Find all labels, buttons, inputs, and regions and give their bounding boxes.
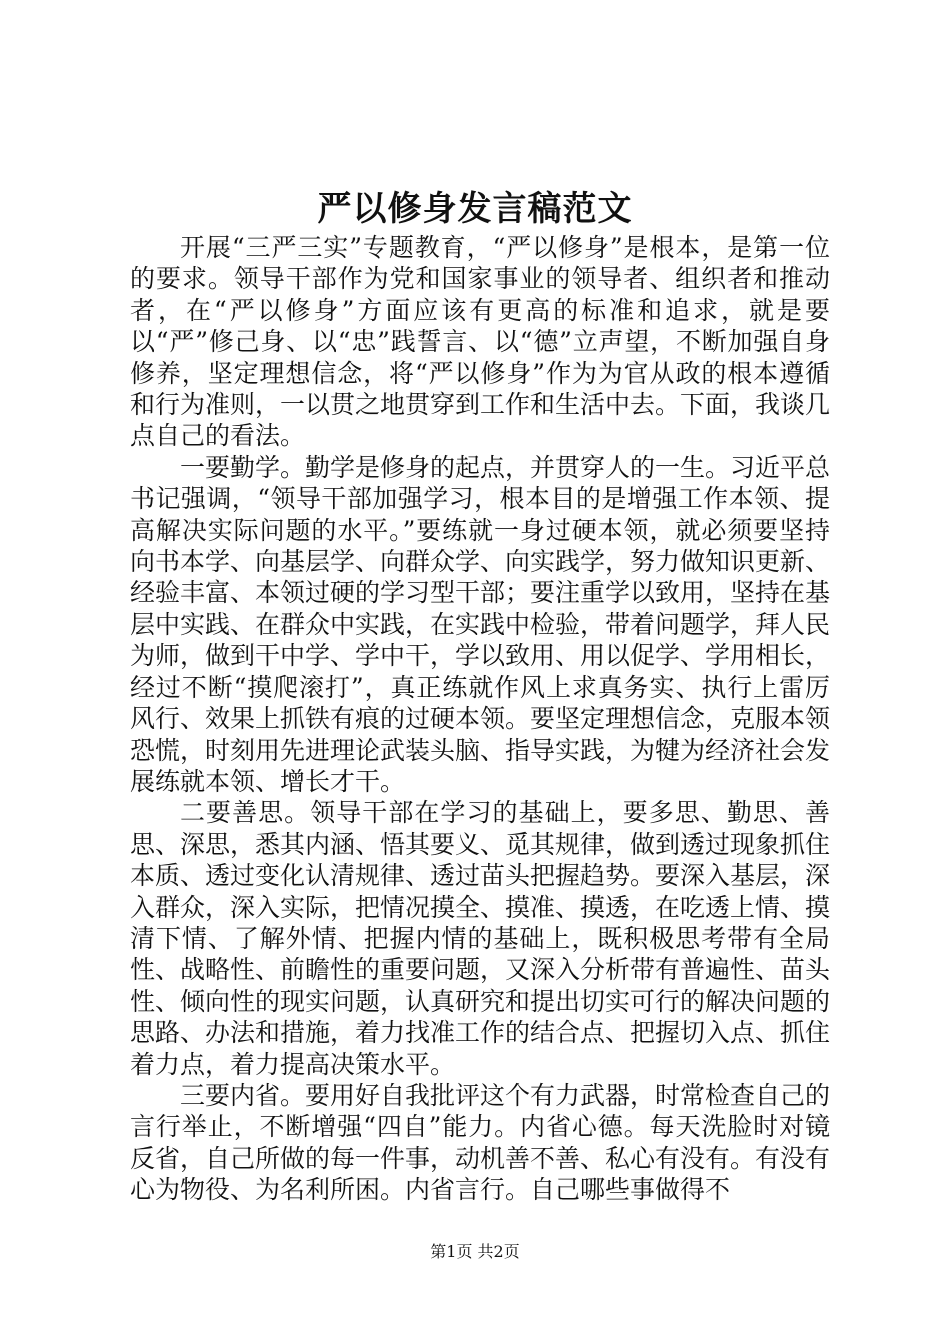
document-title: 严以修身发言稿范文 [317, 189, 633, 229]
paragraph-intro: 开展“三严三实”专题教育，“严以修身”是根本，是第一位的要求。领导干部作为党和国家事业的领导者、组织者和推动者，在“严以修身”方面应该有更高的标准和追求，就是要以“严”修己身、以“忠”践誓言、以“德”立声望，不断加强自身修养，坚定理想信念，将“严以修身”作为为官从政的根本遵循和行为准则，一以贯之地贯穿到工作和生活中去。下面，我谈几点自己的看法。 [130, 233, 831, 451]
paragraph-introspection: 三要内省。要用好自我批评这个有力武器，时常检查自己的言行举止，不断增强“四自”能力。内省心德。每天洗脸时对镜反省，自己所做的每一件事，动机善不善、私心有没有。有没有心为物役、为名利所困。内省言行。自己哪些事做得不 [130, 1080, 831, 1205]
paragraph-good-thinking: 二要善思。领导干部在学习的基础上，要多思、勤思、善思、深思，悉其内涵、悟其要义、觅其规律，做到透过现象抓住本质、透过变化认清规律、透过苗头把握趋势。要深入基层，深入群众，深入实际，把情况摸全、摸准、摸透，在吃透上情、摸清下情、了解外情、把握内情的基础上，既积极思考带有全局性、战略性、前瞻性的重要问题，又深入分析带有普遍性、苗头性、倾向性的现实问题，认真研究和提出切实可行的解决问题的思路、办法和措施，着力找准工作的结合点、把握切入点、抓住着力点，着力提高决策水平。 [130, 798, 831, 1079]
document-body [130, 232, 830, 1206]
page-footer: 第1页 共2页 [430, 1242, 520, 1261]
paragraph-diligent-study: 一要勤学。勤学是修身的起点，并贯穿人的一生。习近平总书记强调，“领导干部加强学习，根本目的是增强工作本领、提高解决实际问题的水平。”要练就一身过硬本领，就必须要坚持向书本学、向基层学、向群众学、向实践学，努力做知识更新、经验丰富、本领过硬的学习型干部；要注重学以致用，坚持在基层中实践、在群众中实践，在实践中检验，带着问题学，拜人民为师，做到干中学、学中干，学以致用、用以促学、学用相长，经过不断“摸爬滚打”，真正练就作风上求真务实、执行上雷厉风行、效果上抓铁有痕的过硬本领。要坚定理想信念，克服本领恐慌，时刻用先进理论武装头脑、指导实践，为犍为经济社会发展练就本领、增长才干。 [130, 452, 831, 796]
